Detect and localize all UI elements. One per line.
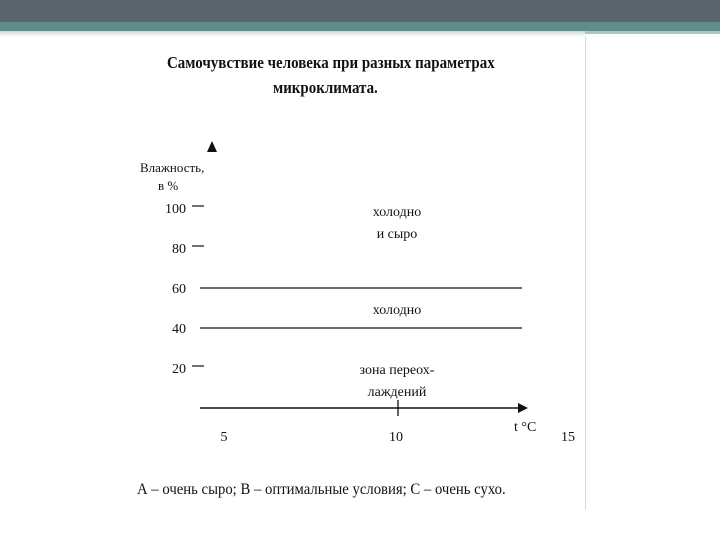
x-axis-label: t °C [514, 420, 537, 435]
zone-left-text: холодно [372, 303, 422, 318]
x-tick-label: 15 [561, 430, 575, 445]
legend-caption: А – очень сыро; В – оптимальные условия; С – очень сухо. [137, 481, 506, 498]
x-tick-label: 5 [220, 430, 228, 445]
y-axis-label-line1: Влажность, [140, 160, 205, 175]
y-tick-label: 100 [165, 202, 186, 217]
y-axis-arrow [207, 141, 217, 152]
y-tick-label: 60 [172, 282, 186, 297]
zone-left-text: холодно [372, 205, 422, 220]
y-tick-label: 80 [172, 242, 186, 257]
zone-left-text: лаждений [367, 385, 427, 400]
y-tick-label: 40 [172, 322, 186, 337]
x-ticks [221, 400, 720, 445]
zone-left-text: зона переох- [359, 363, 435, 378]
zones [360, 205, 720, 400]
y-tick-label: 20 [172, 362, 186, 377]
slide-title-line2: микроклимата. [273, 78, 378, 97]
y-axis-label-line2: в % [158, 178, 179, 193]
x-tick-label: 10 [389, 430, 403, 445]
y-ticks [165, 202, 204, 377]
slide-title-line1: Самочувствие человека при разных параметрах [167, 53, 495, 72]
zone-left-text: и сыро [376, 227, 418, 242]
x-axis-arrow [518, 403, 528, 413]
